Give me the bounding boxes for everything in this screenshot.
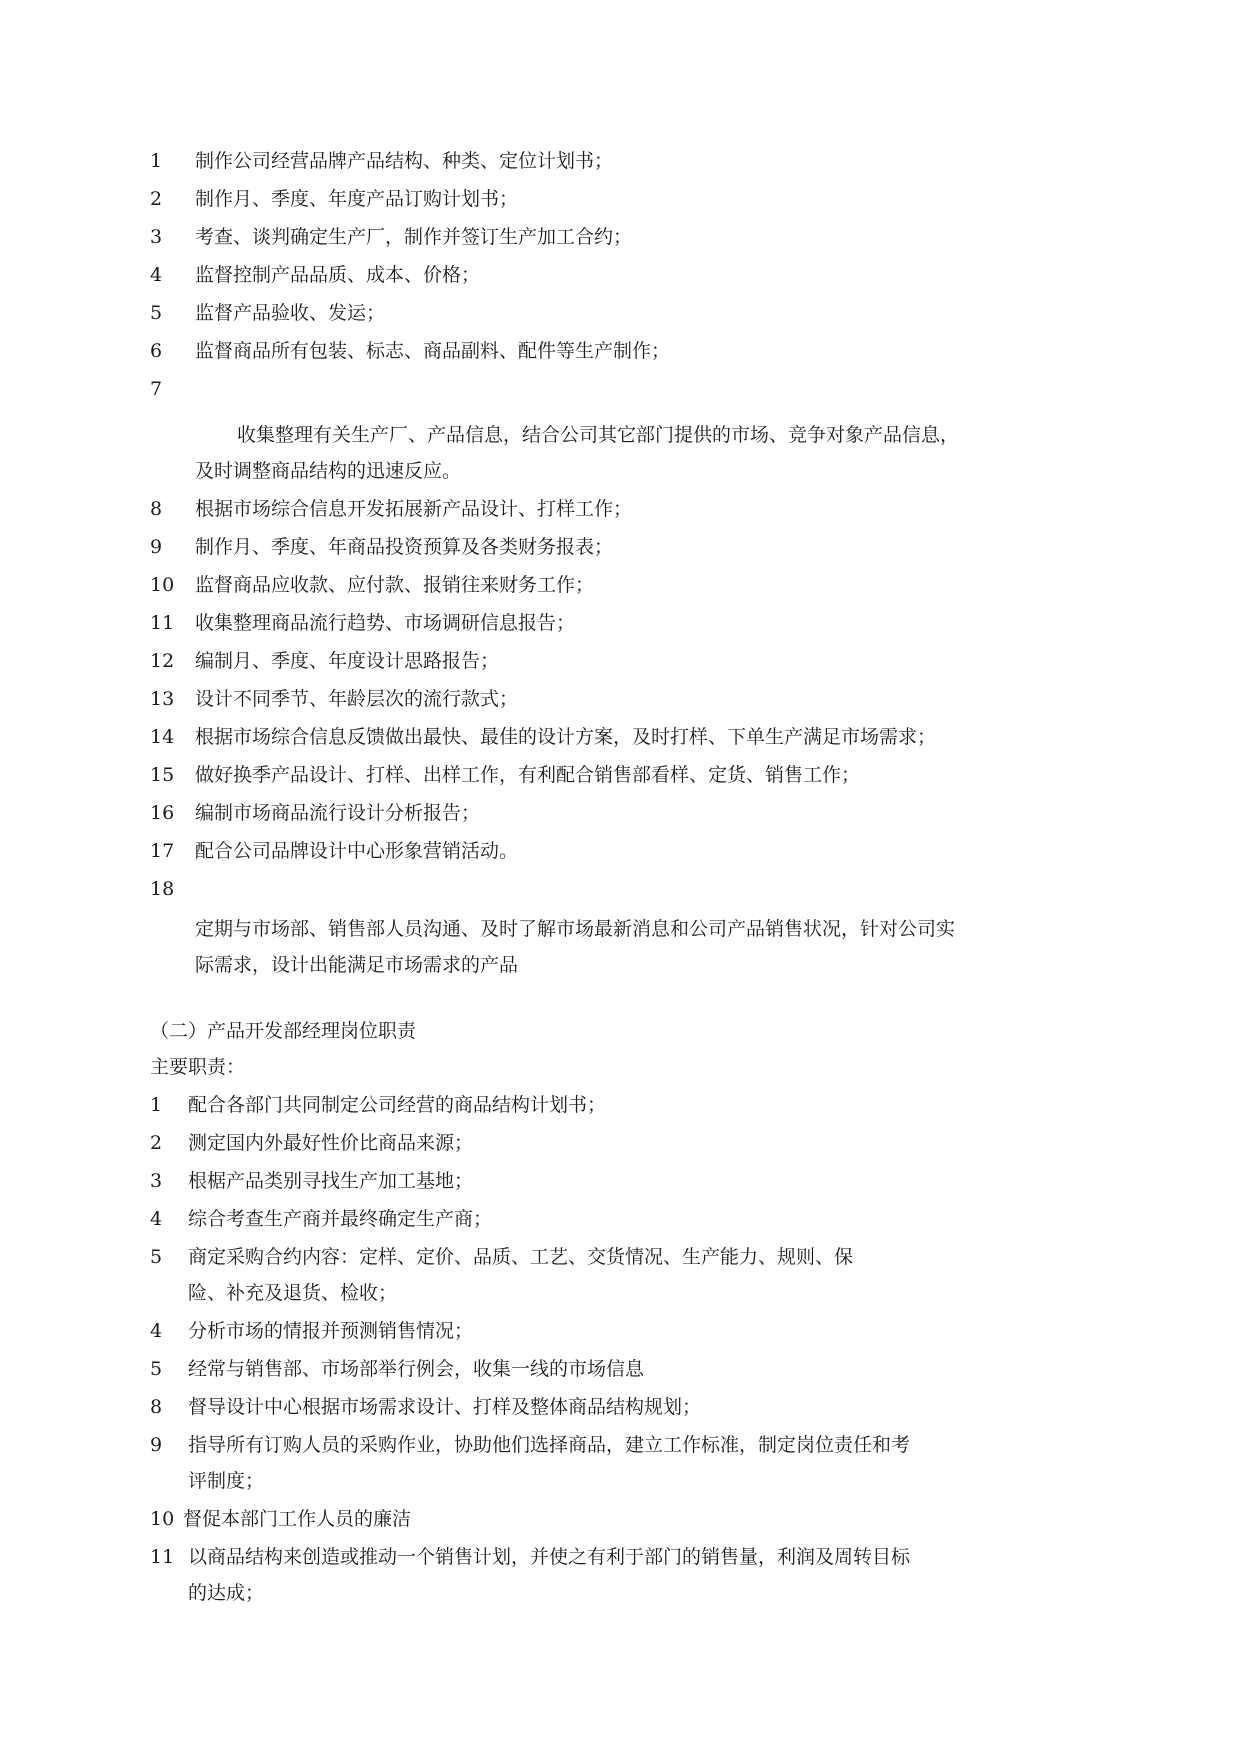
item-text: 配合各部门共同制定公司经营的商品结构计划书； bbox=[188, 1094, 607, 1116]
item-number: 1 bbox=[150, 150, 163, 172]
list-item-continuation bbox=[0, 422, 1241, 448]
list-item bbox=[0, 1356, 1241, 1382]
item-number: 16 bbox=[150, 802, 175, 824]
item-text: 指导所有订购人员的采购作业，协助他们选择商品，建立工作标准，制定岗位责任和考 bbox=[188, 1434, 911, 1456]
list-item bbox=[0, 262, 1241, 288]
list-item bbox=[0, 224, 1241, 250]
list-item-continuation bbox=[0, 1580, 1241, 1606]
item-number: 17 bbox=[150, 840, 175, 862]
item-text: 监督商品所有包装、标志、商品副料、配件等生产制作； bbox=[195, 340, 671, 362]
item-text: 根据市场综合信息开发拓展新产品设计、打样工作； bbox=[195, 498, 633, 520]
list-item bbox=[0, 838, 1241, 864]
heading-text: （二）产品开发部经理岗位职责 bbox=[150, 1020, 417, 1042]
item-text: 分析市场的情报并预测销售情况； bbox=[188, 1320, 474, 1342]
list-item-continuation bbox=[0, 1468, 1241, 1494]
item-number: 7 bbox=[150, 378, 163, 400]
item-text: 做好换季产品设计、打样、出样工作，有利配合销售部看样、定货、销售工作； bbox=[195, 764, 861, 786]
item-text: 监督商品应收款、应付款、报销往来财务工作； bbox=[195, 574, 595, 596]
section-subheading bbox=[0, 1054, 1241, 1080]
list-item-continuation bbox=[0, 458, 1241, 484]
list-item bbox=[0, 724, 1241, 750]
item-number: 8 bbox=[150, 498, 163, 520]
list-item bbox=[0, 800, 1241, 826]
item-number: 12 bbox=[150, 650, 175, 672]
list-item bbox=[0, 300, 1241, 326]
item-number: 18 bbox=[150, 878, 175, 900]
item-text: 编制月、季度、年度设计思路报告； bbox=[195, 650, 500, 672]
list-item bbox=[0, 1168, 1241, 1194]
item-number: 8 bbox=[150, 1396, 163, 1418]
section-heading bbox=[0, 1018, 1241, 1044]
item-number: 3 bbox=[150, 1170, 163, 1192]
item-text: 督促本部门工作人员的廉洁 bbox=[183, 1508, 412, 1530]
list-item bbox=[0, 1092, 1241, 1118]
item-text: 制作月、季度、年度产品订购计划书； bbox=[195, 188, 519, 210]
list-item bbox=[0, 1544, 1241, 1570]
list-item bbox=[0, 1244, 1241, 1270]
item-text: 根椐产品类别寻找生产加工基地； bbox=[188, 1170, 474, 1192]
item-text: 及时调整商品结构的迅速反应。 bbox=[195, 460, 462, 482]
item-text: 以商品结构来创造或推动一个销售计划，并使之有利于部门的销售量，利润及周转目标 bbox=[188, 1546, 911, 1568]
item-number: 11 bbox=[150, 612, 175, 634]
item-text: 测定国内外最好性价比商品来源； bbox=[188, 1132, 474, 1154]
list-item bbox=[0, 338, 1241, 364]
item-text: 根据市场综合信息反馈做出最快、最佳的设计方案，及时打样、下单生产满足市场需求； bbox=[195, 726, 937, 748]
item-text: 综合考查生产商并最终确定生产商； bbox=[188, 1208, 493, 1230]
item-number: 2 bbox=[150, 188, 163, 210]
item-text: 制作月、季度、年商品投资预算及各类财务报表； bbox=[195, 536, 614, 558]
item-number: 2 bbox=[150, 1132, 163, 1154]
list-item-continuation bbox=[0, 1280, 1241, 1306]
item-number: 4 bbox=[150, 1320, 163, 1342]
item-text: 收集整理商品流行趋势、市场调研信息报告； bbox=[195, 612, 576, 634]
list-item bbox=[0, 610, 1241, 636]
list-item bbox=[0, 762, 1241, 788]
item-text: 考查、谈判确定生产厂，制作并签订生产加工合约； bbox=[195, 226, 633, 248]
list-item bbox=[0, 186, 1241, 212]
item-number: 3 bbox=[150, 226, 163, 248]
item-number: 9 bbox=[150, 1434, 163, 1456]
list-item bbox=[0, 1206, 1241, 1232]
item-number: 5 bbox=[150, 1246, 163, 1268]
item-number: 4 bbox=[150, 264, 163, 286]
item-number: 15 bbox=[150, 764, 175, 786]
list-item bbox=[0, 572, 1241, 598]
list-item bbox=[0, 1318, 1241, 1344]
item-text: 险、补充及退货、检收； bbox=[188, 1282, 398, 1304]
list-item bbox=[0, 376, 1241, 402]
item-number: 13 bbox=[150, 688, 175, 710]
item-text: 编制市场商品流行设计分析报告； bbox=[195, 802, 481, 824]
item-text: 的达成； bbox=[188, 1582, 265, 1604]
item-number: 5 bbox=[150, 302, 163, 324]
list-item bbox=[0, 1432, 1241, 1458]
item-text: 督导设计中心根据市场需求设计、打样及整体商品结构规划； bbox=[188, 1396, 702, 1418]
list-item bbox=[0, 1130, 1241, 1156]
item-number: 4 bbox=[150, 1208, 163, 1230]
item-number: 5 bbox=[150, 1358, 163, 1380]
item-text: 监督产品验收、发运； bbox=[195, 302, 386, 324]
list-item bbox=[0, 1506, 1241, 1532]
item-text: 制作公司经营品牌产品结构、种类、定位计划书； bbox=[195, 150, 614, 172]
item-number: 10 bbox=[150, 574, 175, 596]
list-item bbox=[0, 496, 1241, 522]
list-item bbox=[0, 534, 1241, 560]
list-item bbox=[0, 876, 1241, 902]
item-text: 经常与销售部、市场部举行例会，收集一线的市场信息 bbox=[188, 1358, 645, 1380]
item-text: 评制度； bbox=[188, 1470, 265, 1492]
subheading-text: 主要职责： bbox=[150, 1056, 246, 1078]
list-item bbox=[0, 1394, 1241, 1420]
item-text: 设计不同季节、年龄层次的流行款式； bbox=[195, 688, 519, 710]
item-number: 6 bbox=[150, 340, 163, 362]
item-text: 商定采购合约内容：定样、定价、品质、工艺、交货情况、生产能力、规则、保 bbox=[188, 1246, 854, 1268]
item-number: 1 bbox=[150, 1094, 163, 1116]
item-text: 定期与市场部、销售部人员沟通、及时了解市场最新消息和公司产品销售状况，针对公司实 bbox=[195, 918, 956, 940]
list-item-continuation bbox=[0, 916, 1241, 942]
list-item-continuation bbox=[0, 952, 1241, 978]
list-item bbox=[0, 648, 1241, 674]
item-text: 收集整理有关生产厂、产品信息，结合公司其它部门提供的市场、竞争对象产品信息， bbox=[237, 424, 960, 446]
item-number: 10 bbox=[150, 1508, 175, 1530]
item-text: 配合公司品牌设计中心形象营销活动。 bbox=[195, 840, 519, 862]
item-number: 14 bbox=[150, 726, 175, 748]
list-item bbox=[0, 148, 1241, 174]
list-item bbox=[0, 686, 1241, 712]
item-number: 9 bbox=[150, 536, 163, 558]
item-number: 11 bbox=[150, 1546, 175, 1568]
item-text: 监督控制产品品质、成本、价格； bbox=[195, 264, 481, 286]
item-text: 际需求，设计出能满足市场需求的产品 bbox=[195, 954, 519, 976]
